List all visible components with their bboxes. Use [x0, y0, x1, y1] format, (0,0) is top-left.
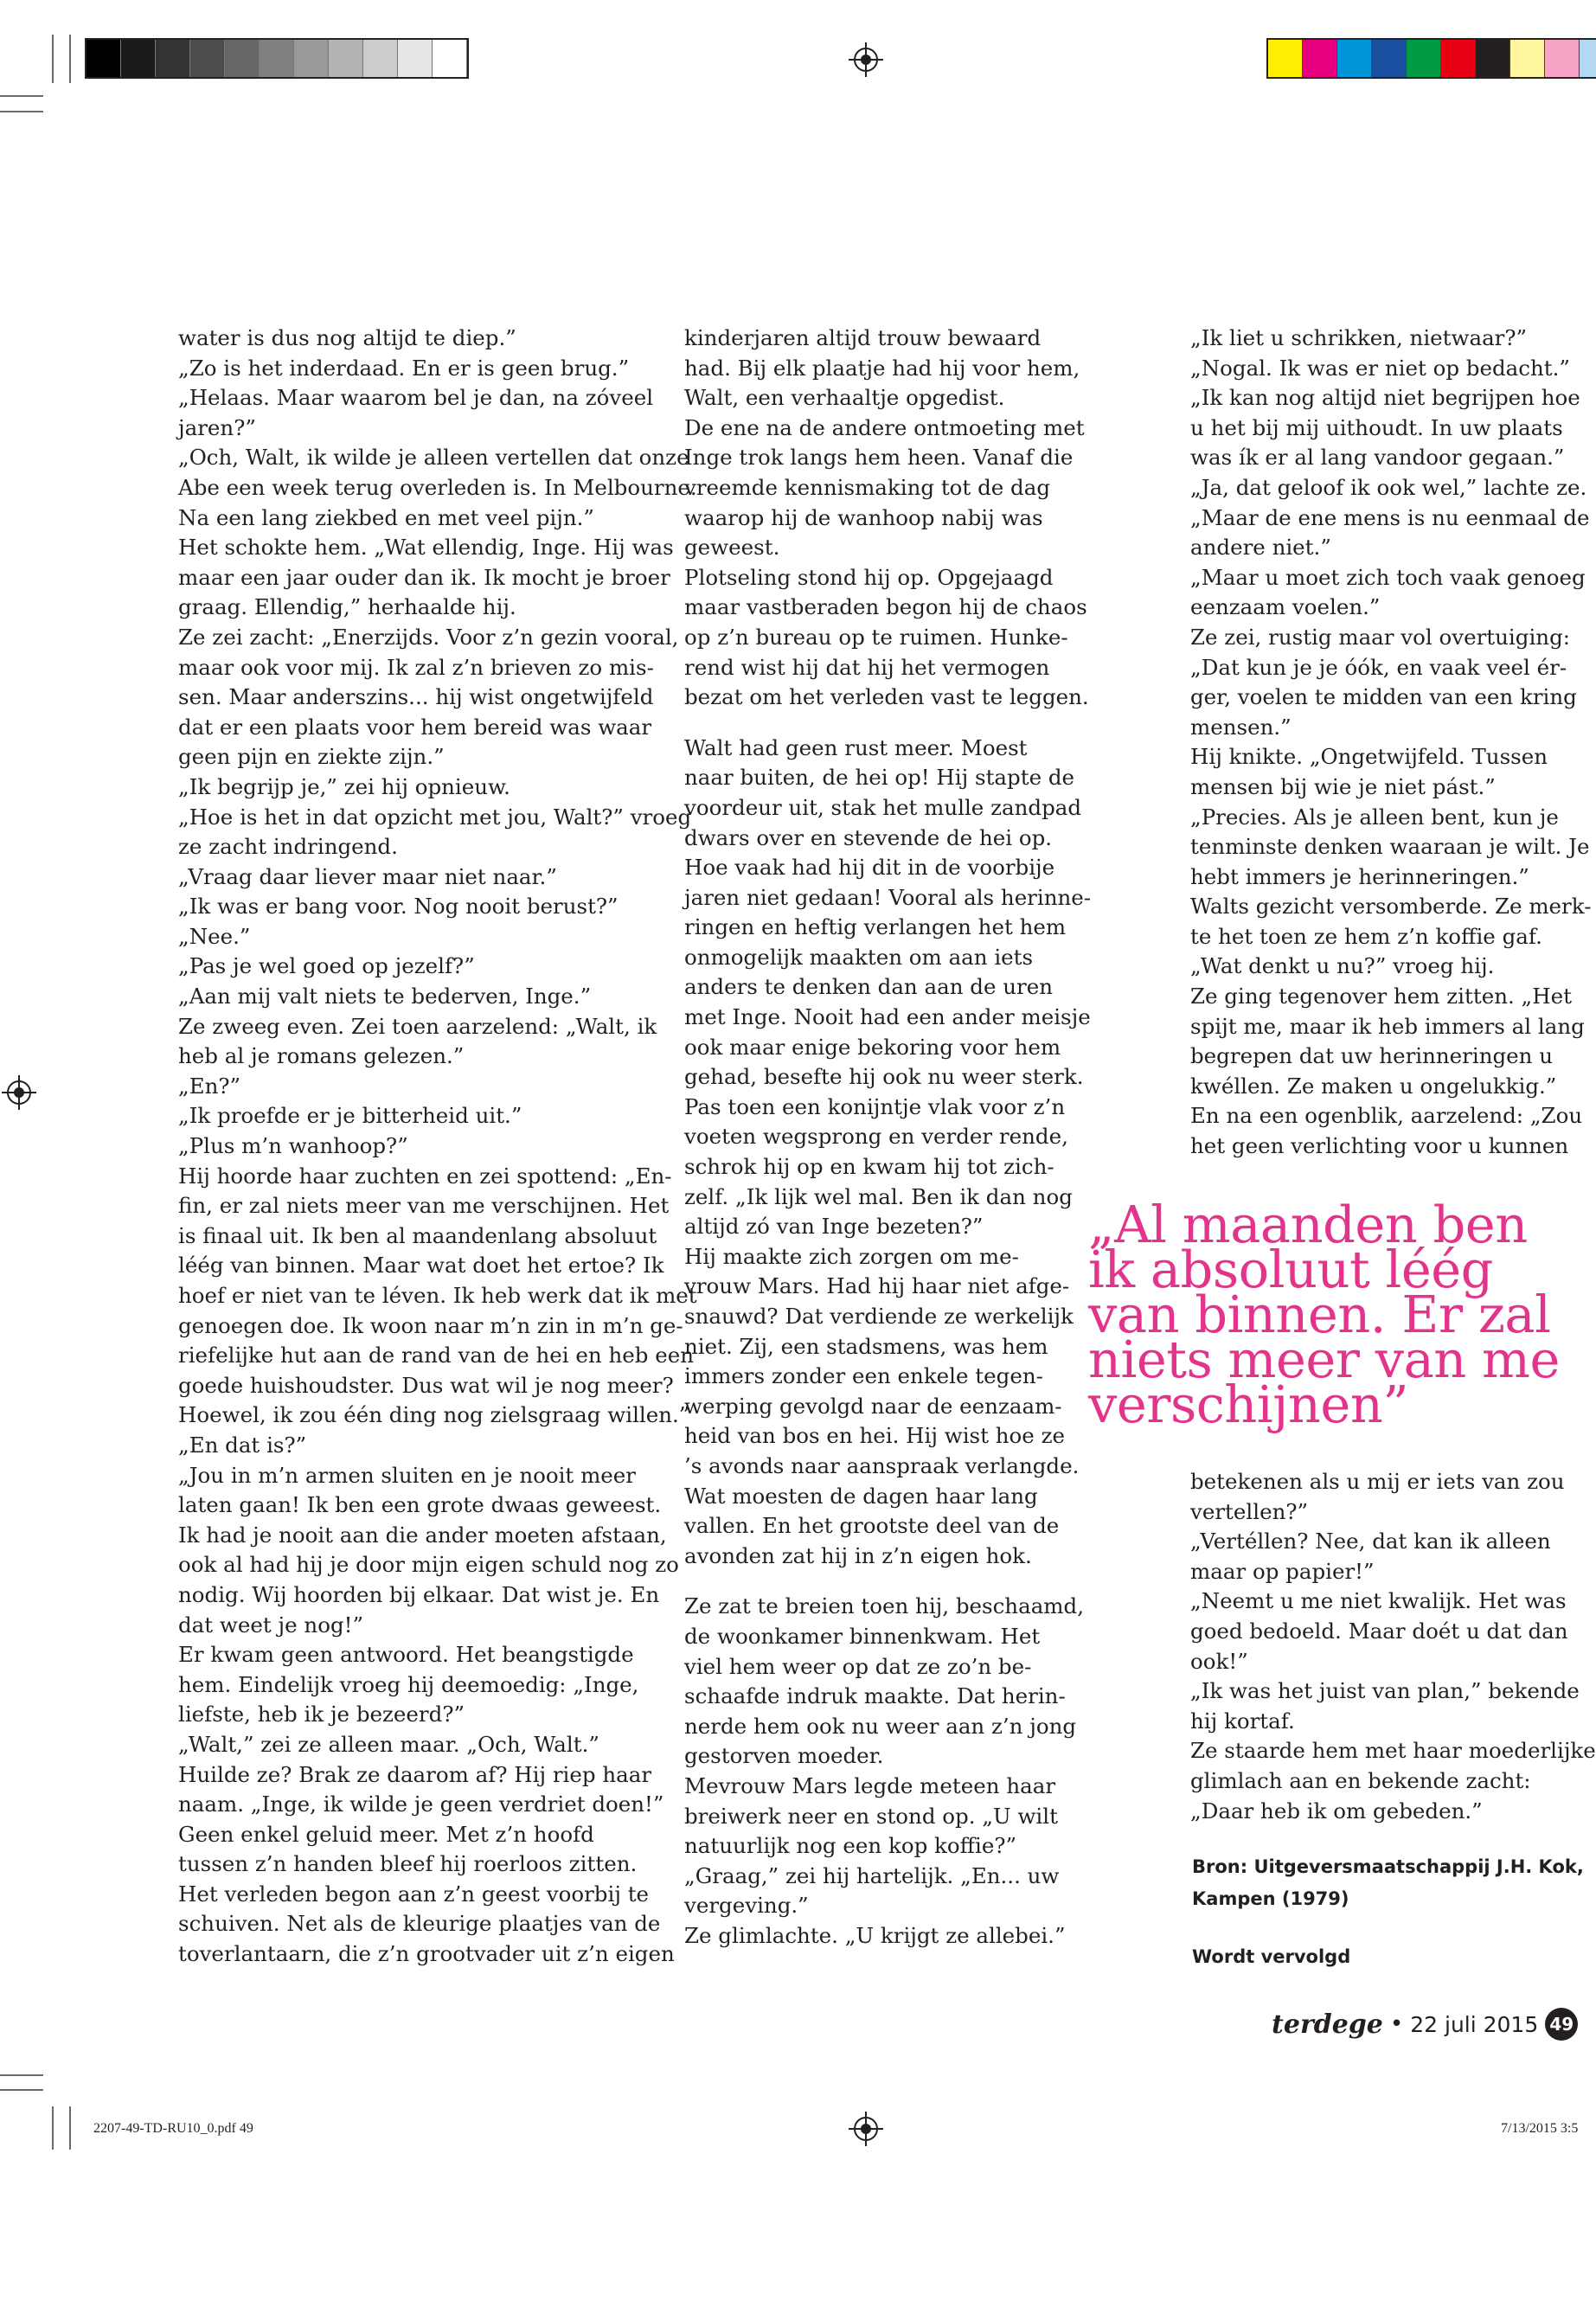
- article-line: „Ik kan nog altijd niet begrijpen hoe: [1190, 385, 1580, 411]
- article-line: Hij hoorde haar zuchten en zei spottend: „En-: [178, 1163, 672, 1189]
- article-line: bezat om het verleden vast te leggen.: [684, 684, 1089, 710]
- article-line: de woonkamer binnenkwam. Het: [684, 1623, 1041, 1649]
- article-line: „Och, Walt, ik wilde je alleen vertellen dat onze: [178, 445, 689, 471]
- article-line: „Dat kun je je óók, en vaak veel ér-: [1190, 654, 1567, 680]
- article-line: glimlach aan en bekende zacht:: [1190, 1767, 1531, 1793]
- article-line: laten gaan! Ik ben een grote dwaas geweest.: [178, 1492, 662, 1518]
- article-line: Walt, een verhaaltje opgedist.: [684, 385, 1005, 411]
- article-line: geen pijn en ziekte zijn.”: [178, 744, 445, 770]
- article-line: snauwd? Dat verdiende ze werkelijk: [684, 1304, 1074, 1329]
- pull-quote-line: van binnen. Er zal: [1088, 1285, 1551, 1344]
- article-line: spijt me, maar ik heb immers al lang: [1190, 1013, 1585, 1039]
- article-line: „Hoe is het in dat opzicht met jou, Walt?” vroeg: [178, 804, 692, 830]
- article-line: Ze zweeg even. Zei toen aarzelend: „Walt, ik: [178, 1013, 657, 1039]
- issue-date: 22 juli 2015: [1410, 2011, 1539, 2037]
- article-line: „Precies. Als je alleen bent, kun je: [1190, 804, 1559, 830]
- article-line: hij kortaf.: [1190, 1708, 1295, 1734]
- gray-swatch: [121, 40, 156, 77]
- article-line: hoef er niet van te léven. Ik heb werk dat ik met: [178, 1283, 697, 1308]
- article-line: gestorven moeder.: [684, 1743, 884, 1769]
- color-swatch: [1580, 40, 1596, 77]
- source-line: Bron: Uitgeversmaatschappij J.H. Kok,: [1192, 1856, 1584, 1877]
- footer-separator: •: [1389, 2011, 1404, 2037]
- article-line: „Zo is het inderdaad. En er is geen brug.”: [178, 355, 630, 381]
- article-line: Het verleden begon aan z’n geest voorbij te: [178, 1881, 650, 1907]
- article-line: Pas toen een konijntje vlak voor z’n: [684, 1093, 1066, 1119]
- article-line: geweest.: [684, 535, 780, 561]
- registration-mark-icon: [849, 2112, 883, 2146]
- article-line: water is dus nog altijd te diep.”: [178, 325, 516, 350]
- color-calibration-bar: [1266, 38, 1596, 79]
- article-line: Hoe vaak had hij dit in de voorbije: [684, 855, 1055, 881]
- article-line: nerde hem ook nu weer aan z’n jong: [684, 1713, 1077, 1739]
- color-swatch: [1372, 40, 1407, 77]
- article-line: toverlantaarn, die z’n grootvader uit z’n eigen: [178, 1941, 675, 1967]
- article-line: begrepen dat uw herinneringen u: [1190, 1043, 1554, 1069]
- pull-quote: [1088, 1195, 1560, 1434]
- color-swatch: [1337, 40, 1372, 77]
- article-line: jaren niet gedaan! Vooral als herinne-: [684, 884, 1092, 910]
- article-line: anders te denken dan aan de uren: [684, 974, 1054, 1000]
- article-line: vreemde kennismaking tot de dag: [684, 474, 1051, 500]
- article-line: „Ik proefde er je bitterheid uit.”: [178, 1103, 522, 1129]
- article-line: „Plus m’n wanhoop?”: [178, 1133, 408, 1159]
- article-line: Ze zat te breien toen hij, beschaamd,: [684, 1593, 1085, 1619]
- article-line: Walt had geen rust meer. Moest: [684, 734, 1028, 760]
- article-line: Geen enkel geluid meer. Met z’n hoofd: [178, 1821, 594, 1847]
- color-swatch: [1268, 40, 1303, 77]
- article-line: ’s avonds naar aanspraak verlangde.: [684, 1452, 1080, 1478]
- article-line: Ze staarde hem met haar moederlijke: [1190, 1738, 1596, 1764]
- gray-swatch: [329, 40, 363, 77]
- article-line: fin, er zal niets meer van me verschijnen. Het: [178, 1193, 670, 1219]
- color-swatch: [1476, 40, 1510, 77]
- article-column-2: [684, 324, 1091, 1951]
- article-line: maar een jaar ouder dan ik. Ik mocht je broer: [178, 564, 670, 590]
- article-line: had. Bij elk plaatje had hij voor hem,: [684, 355, 1080, 381]
- article-line: hebt immers je herinneringen.”: [1190, 863, 1529, 889]
- article-line: Ze glimlachte. „U krijgt ze allebei.”: [684, 1922, 1066, 1948]
- article-line: was ík er al lang vandoor gegaan.”: [1190, 445, 1565, 471]
- article-line: Walts gezicht versomberde. Ze merk-: [1190, 894, 1592, 920]
- article-line: dat er een plaats voor hem bereid was waar: [178, 714, 652, 740]
- gray-swatch: [260, 40, 294, 77]
- article-line: ringen en heftig verlangen het hem: [684, 914, 1067, 940]
- article-line: „Wat denkt u nu?” vroeg hij.: [1190, 953, 1495, 979]
- article-line: Er kwam geen antwoord. Het beangstigde: [178, 1642, 634, 1668]
- article-line: gehad, besefte hij ook nu weer sterk.: [684, 1064, 1084, 1090]
- crop-mark: [0, 95, 43, 97]
- article-line: Huilde ze? Brak ze daarom af? Hij riep haar: [178, 1761, 652, 1787]
- article-line: schuiven. Net als de kleurige plaatjes van de: [178, 1911, 661, 1937]
- article-line: kwéllen. Ze maken u ongelukkig.”: [1190, 1073, 1557, 1099]
- article-line: op z’n bureau op te ruimen. Hunke-: [684, 624, 1068, 650]
- article-column-3-bottom: [1190, 1467, 1596, 1826]
- article-line: voordeur uit, stak het mulle zandpad: [684, 794, 1082, 820]
- crop-mark: [69, 35, 71, 83]
- article-line: „Nogal. Ik was er niet op bedacht.”: [1190, 355, 1570, 381]
- page-number: 49: [1545, 2008, 1578, 2041]
- article-line: ger, voelen te midden van een kring: [1190, 684, 1577, 710]
- article-line: „Ik begrijp je,” zei hij opnieuw.: [178, 773, 510, 799]
- crop-mark: [52, 35, 54, 83]
- article-line: graag. Ellendig,” herhaalde hij.: [178, 594, 516, 620]
- article-line: u het bij mij uithoudt. In uw plaats: [1190, 414, 1563, 440]
- article-line: Inge trok langs hem heen. Vanaf die: [684, 445, 1074, 471]
- article-line: onmogelijk maakten om aan iets: [684, 944, 1034, 970]
- continued-note: Wordt vervolgd: [1192, 1946, 1351, 1967]
- article-line: is finaal uit. Ik ben al maandenlang absoluut: [178, 1222, 657, 1248]
- article-line: „En dat is?”: [178, 1432, 307, 1458]
- pull-quote-line: verschijnen”: [1088, 1375, 1409, 1434]
- article-line: vrouw Mars. Had hij haar niet afge-: [684, 1273, 1070, 1299]
- article-line: ook!”: [1190, 1648, 1248, 1674]
- article-line: heb al je romans gelezen.”: [178, 1043, 465, 1069]
- article-line: mensen.”: [1190, 714, 1292, 740]
- article-line: goede huishoudster. Dus wat wil je nog meer?: [178, 1372, 674, 1398]
- article-line: schaafde indruk maakte. Dat herin-: [684, 1683, 1066, 1709]
- article-line: immers zonder een enkele tegen-: [684, 1363, 1043, 1389]
- gray-swatch: [87, 40, 121, 77]
- article-line: te het toen ze hem z’n koffie gaf.: [1190, 923, 1542, 949]
- article-line: ook maar enige bekoring voor hem: [684, 1034, 1061, 1060]
- crop-mark: [52, 2106, 54, 2150]
- article-line: avonden zat hij in z’n eigen hok.: [684, 1542, 1032, 1568]
- magazine-logo: terdege: [1272, 2009, 1383, 2040]
- article-line: maar op papier!”: [1190, 1558, 1375, 1584]
- article-line: naar buiten, de hei op! Hij stapte de: [684, 765, 1075, 791]
- source-line: Kampen (1979): [1192, 1888, 1349, 1909]
- article-line: tussen z’n handen bleef hij roerloos zitten.: [178, 1851, 638, 1877]
- article-line: „Jou in m’n armen sluiten en je nooit meer: [178, 1462, 637, 1488]
- article-line: dwars over en stevende de hei op.: [684, 824, 1053, 850]
- gray-swatch: [398, 40, 433, 77]
- article-line: maar ook voor mij. Ik zal z’n brieven zo mis-: [178, 654, 654, 680]
- article-column-1: [178, 324, 697, 1970]
- article-line: „Neemt u me niet kwalijk. Het was: [1190, 1588, 1567, 1614]
- color-swatch: [1545, 40, 1580, 77]
- crop-mark: [0, 111, 43, 112]
- color-swatch: [1510, 40, 1545, 77]
- article-line: „Nee.”: [178, 923, 251, 949]
- article-line: naam. „Inge, ik wilde je geen verdriet doen!”: [178, 1791, 664, 1817]
- article-line: Mevrouw Mars legde meteen haar: [684, 1772, 1056, 1798]
- crop-mark: [0, 2089, 43, 2091]
- article-line: Ze ging tegenover hem zitten. „Het: [1190, 984, 1572, 1009]
- article-line: „Pas je wel goed op jezelf?”: [178, 953, 475, 979]
- source-credit: [1192, 1851, 1584, 1915]
- article-line: Het schokte hem. „Wat ellendig, Inge. Hij was: [178, 535, 674, 561]
- article-line: „Maar de ene mens is nu eenmaal de: [1190, 504, 1590, 530]
- article-line: maar vastberaden begon hij de chaos: [684, 594, 1087, 620]
- article-line: vergeving.”: [684, 1893, 809, 1919]
- article-line: Ik had je nooit aan die ander moeten afstaan,: [178, 1522, 667, 1548]
- color-swatch: [1303, 40, 1337, 77]
- article-line: Hoewel, ik zou één ding nog zielsgraag willen.”: [178, 1402, 690, 1428]
- article-line: „Ja, dat geloof ik ook wel,” lachte ze.: [1190, 474, 1587, 500]
- pull-quote-line: „Al maanden ben: [1088, 1195, 1528, 1254]
- article-line: „Ik liet u schrikken, nietwaar?”: [1190, 325, 1528, 350]
- article-line: rend wist hij dat hij het vermogen: [684, 654, 1050, 680]
- article-line: genoegen doe. Ik woon naar m’n zin in m’n ge-: [178, 1312, 683, 1338]
- article-line: ze zacht indringend.: [178, 834, 398, 860]
- article-line: voeten wegsprong en verder rende,: [684, 1124, 1068, 1150]
- article-line: viel hem weer op dat ze zo’n be-: [684, 1653, 1032, 1679]
- article-line: tenminste denken waaraan je wilt. Je: [1190, 834, 1590, 860]
- article-line: sen. Maar anderszins... hij wist ongetwijfeld: [178, 684, 654, 710]
- article-line: „Aan mij valt niets te bederven, Inge.”: [178, 984, 592, 1009]
- gray-swatch: [363, 40, 398, 77]
- registration-mark-icon: [849, 42, 883, 77]
- color-swatch: [1441, 40, 1476, 77]
- article-line: riefelijke hut aan de rand van de hei en heb een: [178, 1343, 695, 1368]
- article-line: werping gevolgd naar de eenzaam-: [684, 1393, 1062, 1419]
- article-line: Ze zei zacht: „Enerzijds. Voor z’n gezin vooral,: [178, 624, 679, 650]
- article-line: natuurlijk nog een kop koffie?”: [684, 1833, 1017, 1859]
- article-line: „Vertéllen? Nee, dat kan ik alleen: [1190, 1529, 1551, 1554]
- article-line: hem. Eindelijk vroeg hij deemoedig: „Inge,: [178, 1671, 639, 1697]
- pull-quote-line: ik absoluut léég: [1088, 1240, 1493, 1299]
- article-line: „Daar heb ik om gebeden.”: [1190, 1798, 1483, 1823]
- article-line: goed bedoeld. Maar doét u dat dan: [1190, 1618, 1568, 1644]
- article-line: „Ik was er bang voor. Nog nooit berust?”: [178, 894, 619, 920]
- pull-quote-line: niets meer van me: [1088, 1330, 1560, 1389]
- gray-swatch: [156, 40, 190, 77]
- article-line: Na een lang ziekbed en met veel pijn.”: [178, 504, 594, 530]
- gray-swatch: [225, 40, 260, 77]
- gray-swatch: [433, 40, 467, 77]
- article-line: altijd zó van Inge bezeten?”: [684, 1214, 984, 1240]
- article-line: „En?”: [178, 1073, 241, 1099]
- grayscale-calibration-bar: [85, 38, 469, 79]
- article-line: nodig. Wij hoorden bij elkaar. Dat wist je. En: [178, 1581, 660, 1607]
- article-line: Wat moesten de dagen haar lang: [684, 1483, 1038, 1509]
- article-line: jaren?”: [178, 414, 256, 440]
- article-line: „Graag,” zei hij hartelijk. „En... uw: [684, 1862, 1060, 1888]
- article-line: Hij knikte. „Ongetwijfeld. Tussen: [1190, 744, 1548, 770]
- article-line: het geen verlichting voor u kunnen: [1190, 1133, 1569, 1159]
- article-line: liefste, heb ik je bezeerd?”: [178, 1702, 465, 1727]
- article-line: „Maar u moet zich toch vaak genoeg: [1190, 564, 1586, 590]
- crop-mark: [0, 2074, 43, 2076]
- article-line: Ze zei, rustig maar vol overtuiging:: [1190, 624, 1571, 650]
- page-footer: [1272, 2005, 1578, 2043]
- article-line: „Walt,” zei ze alleen maar. „Och, Walt.”: [178, 1731, 599, 1757]
- article-line: Hij maakte zich zorgen om me-: [684, 1243, 1019, 1269]
- article-column-3-top: [1190, 324, 1591, 1162]
- article-line: andere niet.”: [1190, 535, 1331, 561]
- article-line: eenzaam voelen.”: [1190, 594, 1381, 620]
- article-line: niet. Zij, een stadsmens, was hem: [684, 1333, 1048, 1359]
- article-line: heid van bos en hei. Hij wist hoe ze: [684, 1423, 1065, 1449]
- article-line: léég van binnen. Maar wat doet het ertoe? Ik: [178, 1253, 664, 1279]
- article-line: waarop hij de wanhoop nabij was: [684, 504, 1043, 530]
- article-line: ook al had hij je door mijn eigen schuld nog zo: [178, 1552, 679, 1578]
- slug-timestamp: 7/13/2015 3:5: [1501, 2121, 1579, 2136]
- article-line: dat weet je nog!”: [178, 1612, 363, 1638]
- article-line: De ene na de andere ontmoeting met: [684, 414, 1085, 440]
- article-line: vallen. En het grootste deel van de: [684, 1513, 1060, 1539]
- article-line: mensen bij wie je niet pást.”: [1190, 773, 1496, 799]
- article-line: kinderjaren altijd trouw bewaard: [684, 325, 1042, 350]
- slug-filename: 2207-49-TD-RU10_0.pdf 49: [93, 2121, 253, 2136]
- gray-swatch: [190, 40, 225, 77]
- article-line: vertellen?”: [1190, 1498, 1309, 1524]
- article-line: „Vraag daar liever maar niet naar.”: [178, 863, 557, 889]
- article-line: „Ik was het juist van plan,” bekende: [1190, 1678, 1580, 1704]
- article-line: met Inge. Nooit had een ander meisje: [684, 1004, 1091, 1030]
- gray-swatch: [294, 40, 329, 77]
- color-swatch: [1407, 40, 1441, 77]
- crop-mark: [69, 2106, 71, 2150]
- article-line: schrok hij op en kwam hij tot zich-: [684, 1154, 1054, 1180]
- article-line: breiwerk neer en stond op. „U wilt: [684, 1803, 1058, 1829]
- article-line: „Helaas. Maar waarom bel je dan, na zóveel: [178, 385, 654, 411]
- registration-mark-icon: [2, 1075, 36, 1110]
- article-line: Abe een week terug overleden is. In Melbourne.: [178, 474, 697, 500]
- article-line: Plotseling stond hij op. Opgejaagd: [684, 564, 1054, 590]
- article-line: zelf. „Ik lijk wel mal. Ben ik dan nog: [684, 1183, 1073, 1209]
- article-line: En na een ogenblik, aarzelend: „Zou: [1190, 1103, 1583, 1129]
- article-line: betekenen als u mij er iets van zou: [1190, 1469, 1565, 1494]
